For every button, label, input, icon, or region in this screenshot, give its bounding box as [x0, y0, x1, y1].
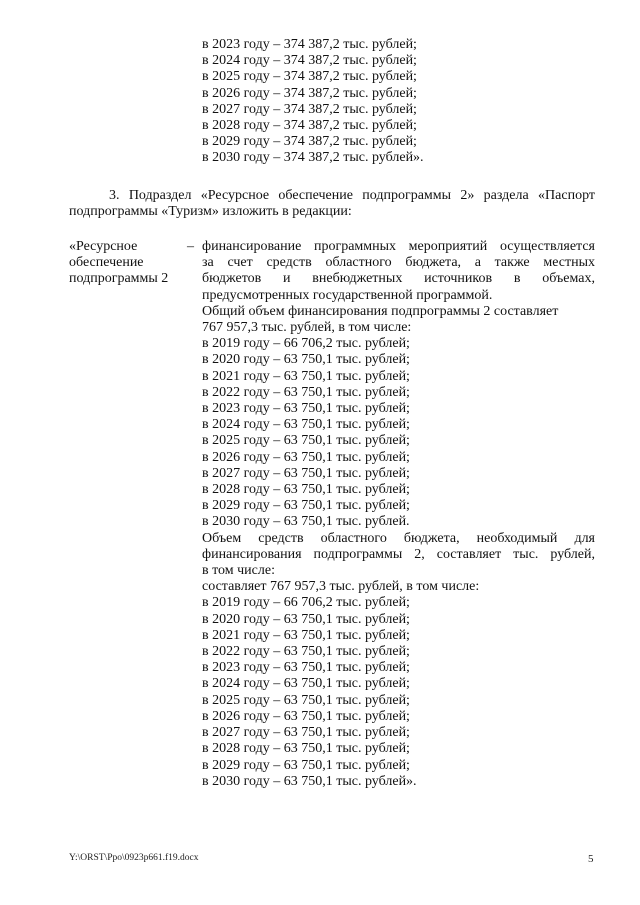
list-item: в 2029 году – 63 750,1 тыс. рублей; — [202, 498, 410, 514]
financing-intro-line: бюджетов и внебюджетных источников в объемах, — [202, 271, 595, 287]
list-item: в 2027 году – 63 750,1 тыс. рублей; — [202, 725, 410, 741]
label-line: подпрограммы 2 — [69, 271, 169, 287]
label-line: «Ресурсное — [69, 239, 138, 254]
regional-amount: составляет 767 957,3 тыс. рублей, в том числе: — [202, 579, 480, 595]
list-item: в 2029 году – 374 387,2 тыс. рублей; — [202, 134, 417, 150]
financing-intro-line: за счет средств областного бюджета, а также местных — [202, 255, 595, 271]
list-item: в 2021 году – 63 750,1 тыс. рублей; — [202, 627, 410, 643]
list-item: в 2030 году – 63 750,1 тыс. рублей». — [202, 773, 417, 789]
list-item: в 2026 году – 63 750,1 тыс. рублей; — [202, 449, 410, 465]
list-item: в 2028 году – 63 750,1 тыс. рублей; — [202, 741, 410, 757]
regional-intro-line: в том числе: — [202, 563, 275, 579]
regional-intro-line: Объем средств областного бюджета, необходимый для — [202, 530, 595, 546]
resource-label — [69, 239, 187, 288]
list-item: в 2020 году – 63 750,1 тыс. рублей; — [202, 611, 410, 627]
list-item: в 2028 году – 63 750,1 тыс. рублей; — [202, 482, 410, 498]
list-item: в 2019 году – 66 706,2 тыс. рублей; — [202, 336, 410, 352]
list-item: в 2019 году – 66 706,2 тыс. рублей; — [202, 595, 410, 611]
page-number: 5 — [588, 853, 594, 865]
list-item: в 2028 году – 374 387,2 тыс. рублей; — [202, 118, 417, 134]
total-intro: Общий объем финансирования подпрограммы 2 составляет — [202, 303, 559, 319]
list-item: в 2020 году – 63 750,1 тыс. рублей; — [202, 352, 410, 368]
list-item: в 2023 году – 63 750,1 тыс. рублей; — [202, 660, 410, 676]
paragraph-line: подпрограммы «Туризм» изложить в редакции: — [69, 204, 352, 220]
paragraph-line: 3. Подраздел «Ресурсное обеспечение подпрограммы 2» раздела «Паспорт — [109, 188, 595, 203]
list-item: в 2022 году – 63 750,1 тыс. рублей; — [202, 644, 410, 660]
label-line: обеспечение — [69, 255, 144, 271]
list-item: в 2029 году – 63 750,1 тыс. рублей; — [202, 757, 410, 773]
list-item: в 2027 году – 63 750,1 тыс. рублей; — [202, 465, 410, 481]
list-item: в 2024 году – 63 750,1 тыс. рублей; — [202, 417, 410, 433]
financing-intro-line: финансирование программных мероприятий осуществляется — [202, 239, 595, 254]
list-item: в 2030 году – 63 750,1 тыс. рублей. — [202, 514, 410, 530]
financing-intro-line: предусмотренных государственной программой. — [202, 287, 493, 303]
list-item: в 2021 году – 63 750,1 тыс. рублей; — [202, 368, 410, 384]
regional-intro-line: финансирования подпрограммы 2, составляет тыс. рублей, — [202, 546, 595, 562]
list-item: в 2024 году – 374 387,2 тыс. рублей; — [202, 53, 417, 69]
section-paragraph — [69, 188, 595, 220]
total-amount: 767 957,3 тыс. рублей, в том числе: — [202, 320, 412, 336]
list-item: в 2027 году – 374 387,2 тыс. рублей; — [202, 101, 417, 117]
list-item: в 2030 году – 374 387,2 тыс. рублей». — [202, 150, 424, 166]
list-item: в 2026 году – 374 387,2 тыс. рублей; — [202, 85, 417, 101]
list-item: в 2025 году – 374 387,2 тыс. рублей; — [202, 69, 417, 85]
top-year-list — [202, 37, 424, 167]
resource-content — [202, 239, 595, 790]
list-item: в 2026 году – 63 750,1 тыс. рублей; — [202, 708, 410, 724]
list-item: в 2022 году – 63 750,1 тыс. рублей; — [202, 384, 410, 400]
list-item: в 2025 году – 63 750,1 тыс. рублей; — [202, 433, 410, 449]
dash-separator: – — [187, 239, 194, 254]
footer-file-path: Y:\ORST\Ppo\0923p661.f19.docx — [69, 853, 199, 863]
list-item: в 2024 году – 63 750,1 тыс. рублей; — [202, 676, 410, 692]
list-item: в 2025 году – 63 750,1 тыс. рублей; — [202, 692, 410, 708]
list-item: в 2023 году – 374 387,2 тыс. рублей; — [202, 37, 417, 52]
list-item: в 2023 году – 63 750,1 тыс. рублей; — [202, 401, 410, 417]
